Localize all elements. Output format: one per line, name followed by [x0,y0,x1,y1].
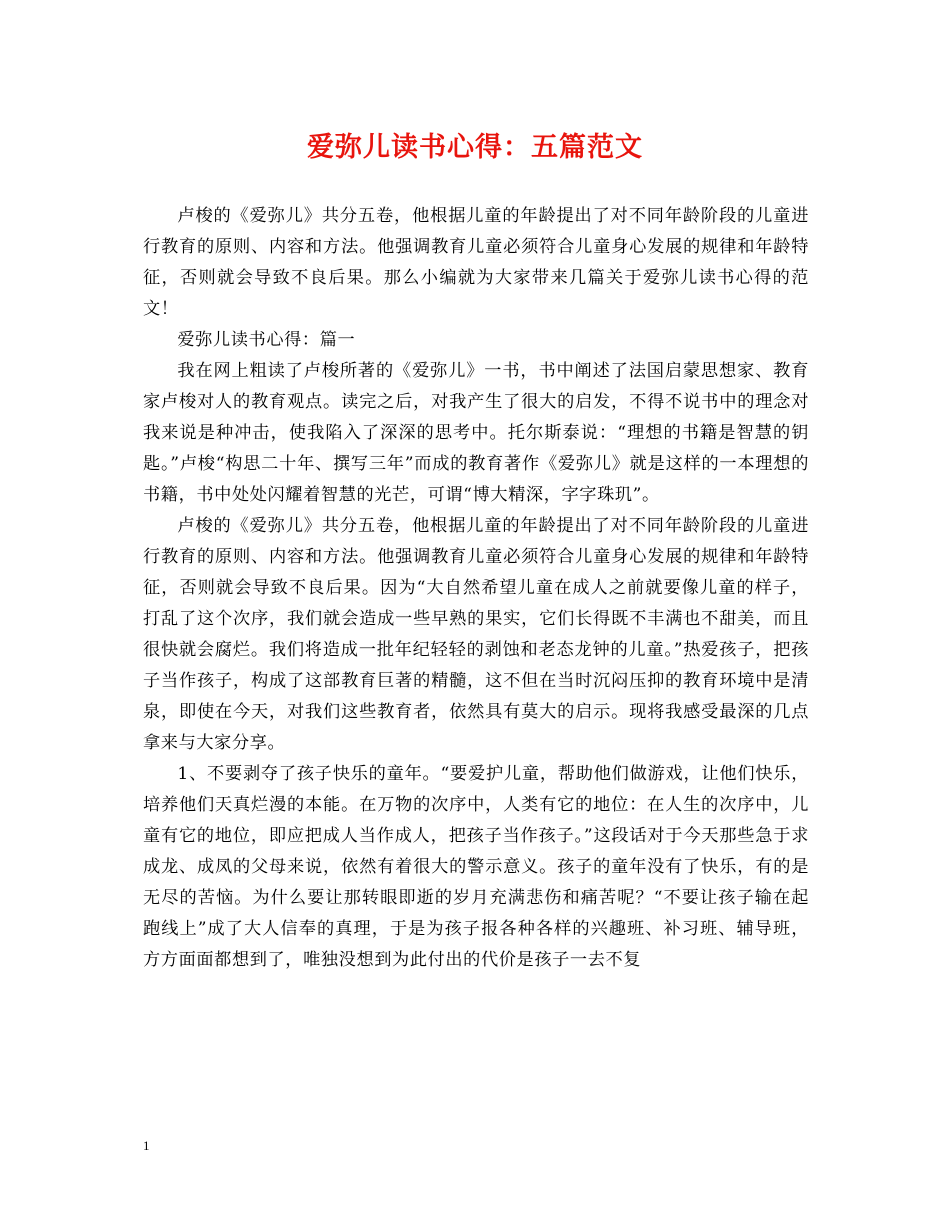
body-paragraph: 我在网上粗读了卢梭所著的《爱弥儿》一书，书中阐述了法国启蒙思想家、教育家卢梭对人的教育观点。读完之后，对我产生了很大的启发，不得不说书中的理念对我来说是种冲击，使我陷入了深深的思考中。托尔斯泰说：“理想的书籍是智慧的钥匙。”卢梭“构思二十年、撰写三年”而成的教育著作《爱弥儿》就是这样的一本理想的书籍，书中处处闪耀着智慧的光芒，可谓“博大精深，字字珠玑”。 [143,361,809,505]
body-paragraph: 1、不要剥夺了孩子快乐的童年。“要爱护儿童，帮助他们做游戏，让他们快乐，培养他们天真烂漫的本能。在万物的次序中，人类有它的地位：在人生的次序中，儿童有它的地位，即应把成人当作成人，把孩子当作孩子。”这段话对于今天那些急于求成龙、成凤的父母来说，依然有着很大的警示意义。孩子的童年没有了快乐，有的是无尽的苦恼。为什么要让那转眼即逝的岁月充满悲伤和痛苦呢？“不要让孩子输在起跑线上”成了大人信奉的真理，于是为孩子报各种各样的兴趣班、补习班、辅导班，方方面面都想到了，唯独没想到为此付出的代价是孩子一去不复 [143,764,809,970]
body-paragraph: 卢梭的《爱弥儿》共分五卷，他根据儿童的年龄提出了对不同年龄阶段的儿童进行教育的原则、内容和方法。他强调教育儿童必须符合儿童身心发展的规律和年龄特征，否则就会导致不良后果。因为“大自然希望儿童在成人之前就要像儿童的样子，打乱了这个次序，我们就会造成一些早熟的果实，它们长得既不丰满也不甜美，而且很快就会腐烂。我们将造成一批年纪轻轻的剥蚀和老态龙钟的儿童。”热爱孩子，把孩子当作孩子，构成了这部教育巨著的精髓，这不但在当时沉闷压抑的教育环境中是清泉，即使在今天，对我们这些教育者，依然具有莫大的启示。现将我感受最深的几点拿来与大家分享。 [143,516,809,753]
page-number: 1 [143,1138,150,1153]
section-heading: 爱弥儿读书心得：篇一 [177,330,356,350]
document-body [143,201,809,976]
intro-paragraph: 卢梭的《爱弥儿》共分五卷，他根据儿童的年龄提出了对不同年龄阶段的儿童进行教育的原则、内容和方法。他强调教育儿童必须符合儿童身心发展的规律和年龄特征，否则就会导致不良后果。那么小编就为大家带来几篇关于爱弥儿读书心得的范文！ [143,206,809,319]
document-title: 爱弥儿读书心得：五篇范文 [307,132,643,163]
